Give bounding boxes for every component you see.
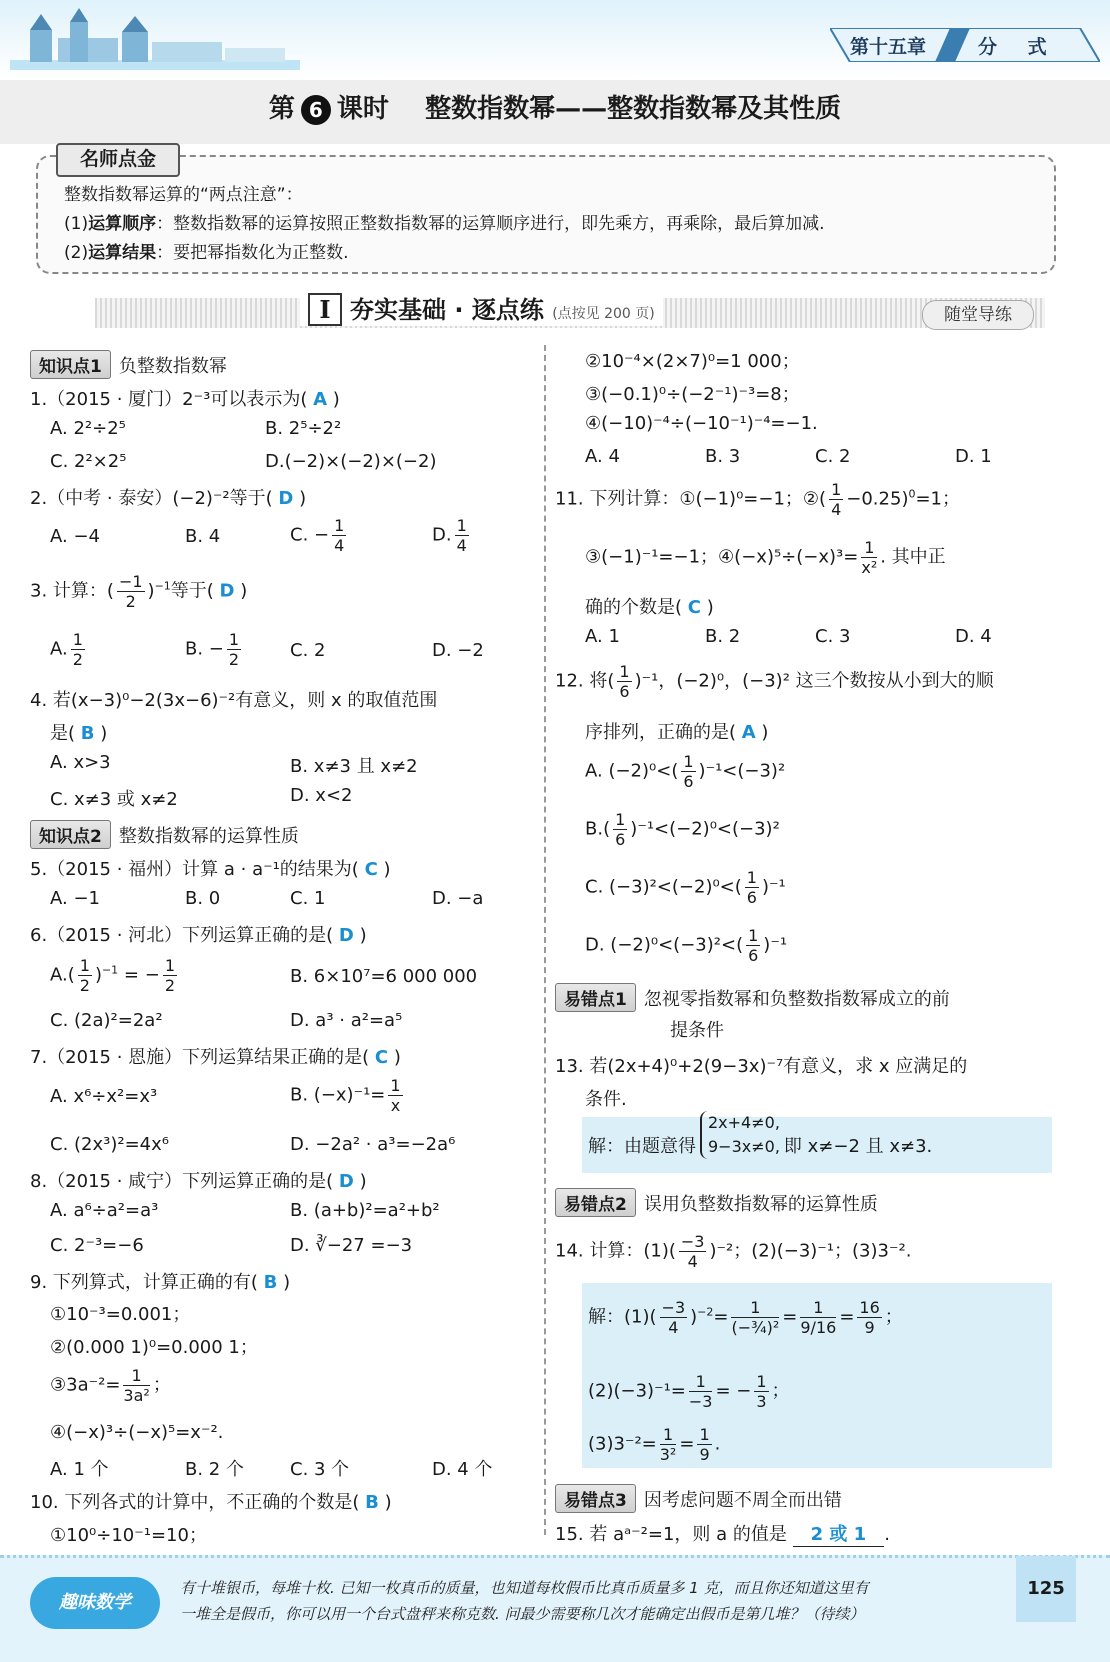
q5-option-c: C. 1 [290, 888, 326, 909]
q14-solution-2: (2)(−3)⁻¹= $\frac{1}{-3}$ = − $\frac{1}{3}$ ； [588, 1372, 790, 1411]
q8-option-c: C. 2⁻³=−6 [50, 1235, 144, 1256]
tip-intro: 整数指数幂运算的“两点注意”： [64, 185, 303, 205]
q2-option-d: D. $\frac{1}{4}$ [432, 516, 467, 555]
question-12-cont: 序排列，正确的是( A ) [585, 722, 769, 743]
q6-option-c: C. (2a)²=2a² [50, 1010, 163, 1031]
q3-option-c: C. 2 [290, 640, 326, 661]
q3-option-b: B. − $\frac{1}{2}$ [185, 630, 240, 669]
question-5: 5.（2015 · 福州）计算 a · a⁻¹的结果为( C ) [30, 859, 391, 880]
q10-option-c: C. 2 [815, 446, 851, 467]
question-8: 8.（2015 · 咸宁）下列运算正确的是( D ) [30, 1171, 367, 1192]
q1-option-d: D.(−2)×(−2)×(−2) [265, 451, 437, 472]
q12-option-a: A. (−2)⁰<( $\frac{1}{6}$ )⁻¹<(−3)² [585, 752, 786, 791]
question-13: 13. 若(2x+4)⁰+2(9−3x)⁻⁷有意义，求 x 应满足的 [555, 1056, 968, 1077]
q8-option-b: B. (a+b)²=a²+b² [290, 1200, 440, 1221]
q12-option-b: B.( $\frac{1}{6}$ )⁻¹<(−2)⁰<(−3)² [585, 810, 780, 849]
question-2: 2.（中考 · 泰安）(−2)⁻²等于( D ) [30, 488, 307, 509]
q10-option-a: A. 4 [585, 446, 620, 467]
error-point-2: 易错点2 误用负整数指数幂的运算性质 [555, 1188, 878, 1217]
lesson-topic: 整数指数幂——整数指数幂及其性质 [425, 94, 842, 124]
question-4-cont: 是( B ) [50, 723, 108, 744]
q4-option-c: C. x≠3 或 x≠2 [50, 789, 178, 810]
knowledge-point-1: 知识点1 负整数指数幂 [30, 350, 227, 379]
q9-item-1: ①10⁻³=0.001； [50, 1304, 191, 1325]
knowledge-point-2: 知识点2 整数指数幂的运算性质 [30, 820, 299, 849]
column-divider [544, 345, 546, 1535]
lesson-title: 第 6 课时 整数指数幂——整数指数幂及其性质 [268, 94, 842, 124]
chapter-label: 第十五章 [850, 36, 927, 58]
question-1: 1.（2015 · 厦门）2⁻³可以表示为( A ) [30, 389, 340, 410]
q5-option-a: A. −1 [50, 888, 100, 909]
subject-label: 分 式 [978, 36, 1059, 58]
q2-option-b: B. 4 [185, 526, 221, 547]
section-right-badge: 随堂导练 [922, 300, 1034, 330]
q9-option-d: D. 4 个 [432, 1459, 493, 1480]
q9-item-3: ③3a⁻²= $\frac{1}{\text{3a²}}$ ； [50, 1366, 171, 1405]
q2-option-c: C. − $\frac{1}{4}$ [290, 516, 345, 555]
question-15: 15. 若 aᵃ⁻²=1，则 a 的值是 2 或 1 . [555, 1520, 890, 1547]
q5-option-d: D. −a [432, 888, 484, 909]
q9-item-2: ②(0.000 1)⁰=0.000 1； [50, 1337, 258, 1358]
q4-option-d: D. x<2 [290, 785, 353, 806]
q3-option-a: A. $\frac{1}{2}$ [50, 630, 83, 669]
question-12: 12. 将( $\frac{1}{6}$ )⁻¹，(−2)⁰，(−3)² 这三个数按从小到大的顺 [555, 662, 994, 701]
q1-option-b: B. 2⁵÷2² [265, 418, 342, 439]
q6-option-b: B. 6×10⁷=6 000 000 [290, 966, 478, 987]
q10-item-4: ④(−10)⁻⁴÷(−10⁻¹)⁻⁴=−1. [585, 413, 818, 434]
question-11: 11. 下列计算：①(−1)⁰=−1；②( $\frac{1}{4}$ −0.25)$^0$=1； [555, 480, 961, 519]
section-title: I 夯实基础 · 逐点练 (点按见 200 页) [300, 290, 663, 326]
question-14: 14. 计算：(1)( $\frac{-3}{4}$ )⁻²；(2)(−3)⁻¹；(3)3⁻². [555, 1232, 912, 1271]
question-11-cont: ③(−1)⁻¹=−1；④(−x)⁵÷(−x)³= $\frac{1}{\text{x²}}$ . 其中正 [585, 538, 946, 577]
q10-item-1: ①10⁰÷10⁻¹=10； [50, 1525, 207, 1546]
page-number: 125 [1016, 1556, 1076, 1622]
error-point-3: 易错点3 因考虑问题不周全而出错 [555, 1484, 842, 1513]
q7-option-a: A. x⁶÷x²=x³ [50, 1086, 158, 1107]
teacher-tip-tag: 名师点金 [56, 143, 180, 177]
q10-option-b: B. 3 [705, 446, 741, 467]
question-13-cont: 条件. [585, 1089, 627, 1110]
error-point-1: 易错点1 忽视零指数幂和负整数指数幂成立的前 [555, 983, 950, 1012]
q12-option-d: D. (−2)⁰<(−3)²<( $\frac{1}{6}$ )⁻¹ [585, 926, 788, 965]
q11-option-c: C. 3 [815, 626, 851, 647]
fun-math-logo: 趣味数学 [30, 1577, 160, 1629]
q11-option-d: D. 4 [955, 626, 992, 647]
q1-option-c: C. 2²×2⁵ [50, 451, 127, 472]
q13-solution: 解：由题意得 2x+4≠0, 9−3x≠0, 即 x≠−2 且 x≠3. [588, 1113, 933, 1157]
q9-option-b: B. 2 个 [185, 1459, 244, 1480]
q7-option-b: B. (−x)⁻¹= $\frac{1}{x}$ [290, 1076, 401, 1115]
q5-option-b: B. 0 [185, 888, 221, 909]
tip-line-2: (2)运算结果：要把幂指数化为正整数. [64, 243, 349, 263]
question-11-cont2: 确的个数是( C ) [585, 597, 714, 618]
q4-option-b: B. x≠3 且 x≠2 [290, 756, 418, 777]
q8-option-a: A. a⁶÷a²=a³ [50, 1200, 159, 1221]
q6-option-a: A.( $\frac{1}{2}$ )$^{-1}$ = − $\frac{1}{2}$ [50, 956, 175, 995]
q2-option-a: A. −4 [50, 526, 100, 547]
question-7: 7.（2015 · 恩施）下列运算结果正确的是( C ) [30, 1047, 401, 1068]
q7-option-d: D. −2a² · a³=−2a⁶ [290, 1134, 456, 1155]
question-10: 10. 下列各式的计算中，不正确的个数是( B ) [30, 1492, 392, 1513]
q14-solution-3: (3)3⁻²= $\frac{1}{\text{3²}}$ = $\frac{1}{9}$ . [588, 1425, 721, 1464]
question-3: 3. 计算：( $\frac{-1}{2}$ )$^{-1}$等于( D ) [30, 572, 248, 611]
question-9: 9. 下列算式，计算正确的有( B ) [30, 1272, 291, 1293]
q9-option-a: A. 1 个 [50, 1459, 109, 1480]
q10-option-d: D. 1 [955, 446, 992, 467]
q9-option-c: C. 3 个 [290, 1459, 350, 1480]
q11-option-a: A. 1 [585, 626, 620, 647]
lesson-number-badge: 6 [301, 95, 331, 125]
error-point-1-cont: 提条件 [670, 1020, 724, 1041]
q4-option-a: A. x>3 [50, 752, 111, 773]
q14-solution-1: 解：(1)( $\frac{-3}{4}$ )$^{-2}$= $\frac{1}{\text{(−¾)²}}$ = $\frac{1}{9/16}$ = $\frac{16}{9}$ ； [588, 1298, 903, 1337]
q1-option-a: A. 2²÷2⁵ [50, 418, 126, 439]
q10-item-2: ②10⁻⁴×(2×7)⁰=1 000； [585, 351, 800, 372]
footer-puzzle-line-1: 有十堆银币，每堆十枚. 已知一枚真币的质量，也知道每枚假币比真币质量多 1 克，而且你还知道这里有 [180, 1579, 869, 1597]
q12-option-c: C. (−3)²<(−2)⁰<( $\frac{1}{6}$ )⁻¹ [585, 868, 786, 907]
q7-option-c: C. (2x³)²=4x⁶ [50, 1134, 169, 1155]
castle-illustration [10, 8, 300, 70]
question-4: 4. 若(x−3)⁰−2(3x−6)⁻²有意义，则 x 的取值范围 [30, 690, 438, 711]
tip-line-1: (1)运算顺序：整数指数幂的运算按照正整数指数幂的运算顺序进行，即先乘方，再乘除，最后算加减. [64, 214, 825, 234]
q8-option-d: D. ∛−27 =−3 [290, 1235, 413, 1256]
question-6: 6.（2015 · 河北）下列运算正确的是( D ) [30, 925, 367, 946]
q10-item-3: ③(−0.1)⁰÷(−2⁻¹)⁻³=8； [585, 384, 800, 405]
footer-puzzle-line-2: 一堆全是假币，你可以用一个台式盘秤来称克数. 问最少需要称几次才能确定出假币是第几堆？（待续） [180, 1605, 865, 1623]
q11-option-b: B. 2 [705, 626, 741, 647]
q3-option-d: D. −2 [432, 640, 484, 661]
q9-item-4: ④(−x)³÷(−x)⁵=x⁻². [50, 1422, 224, 1443]
q6-option-d: D. a³ · a²=a⁵ [290, 1010, 403, 1031]
